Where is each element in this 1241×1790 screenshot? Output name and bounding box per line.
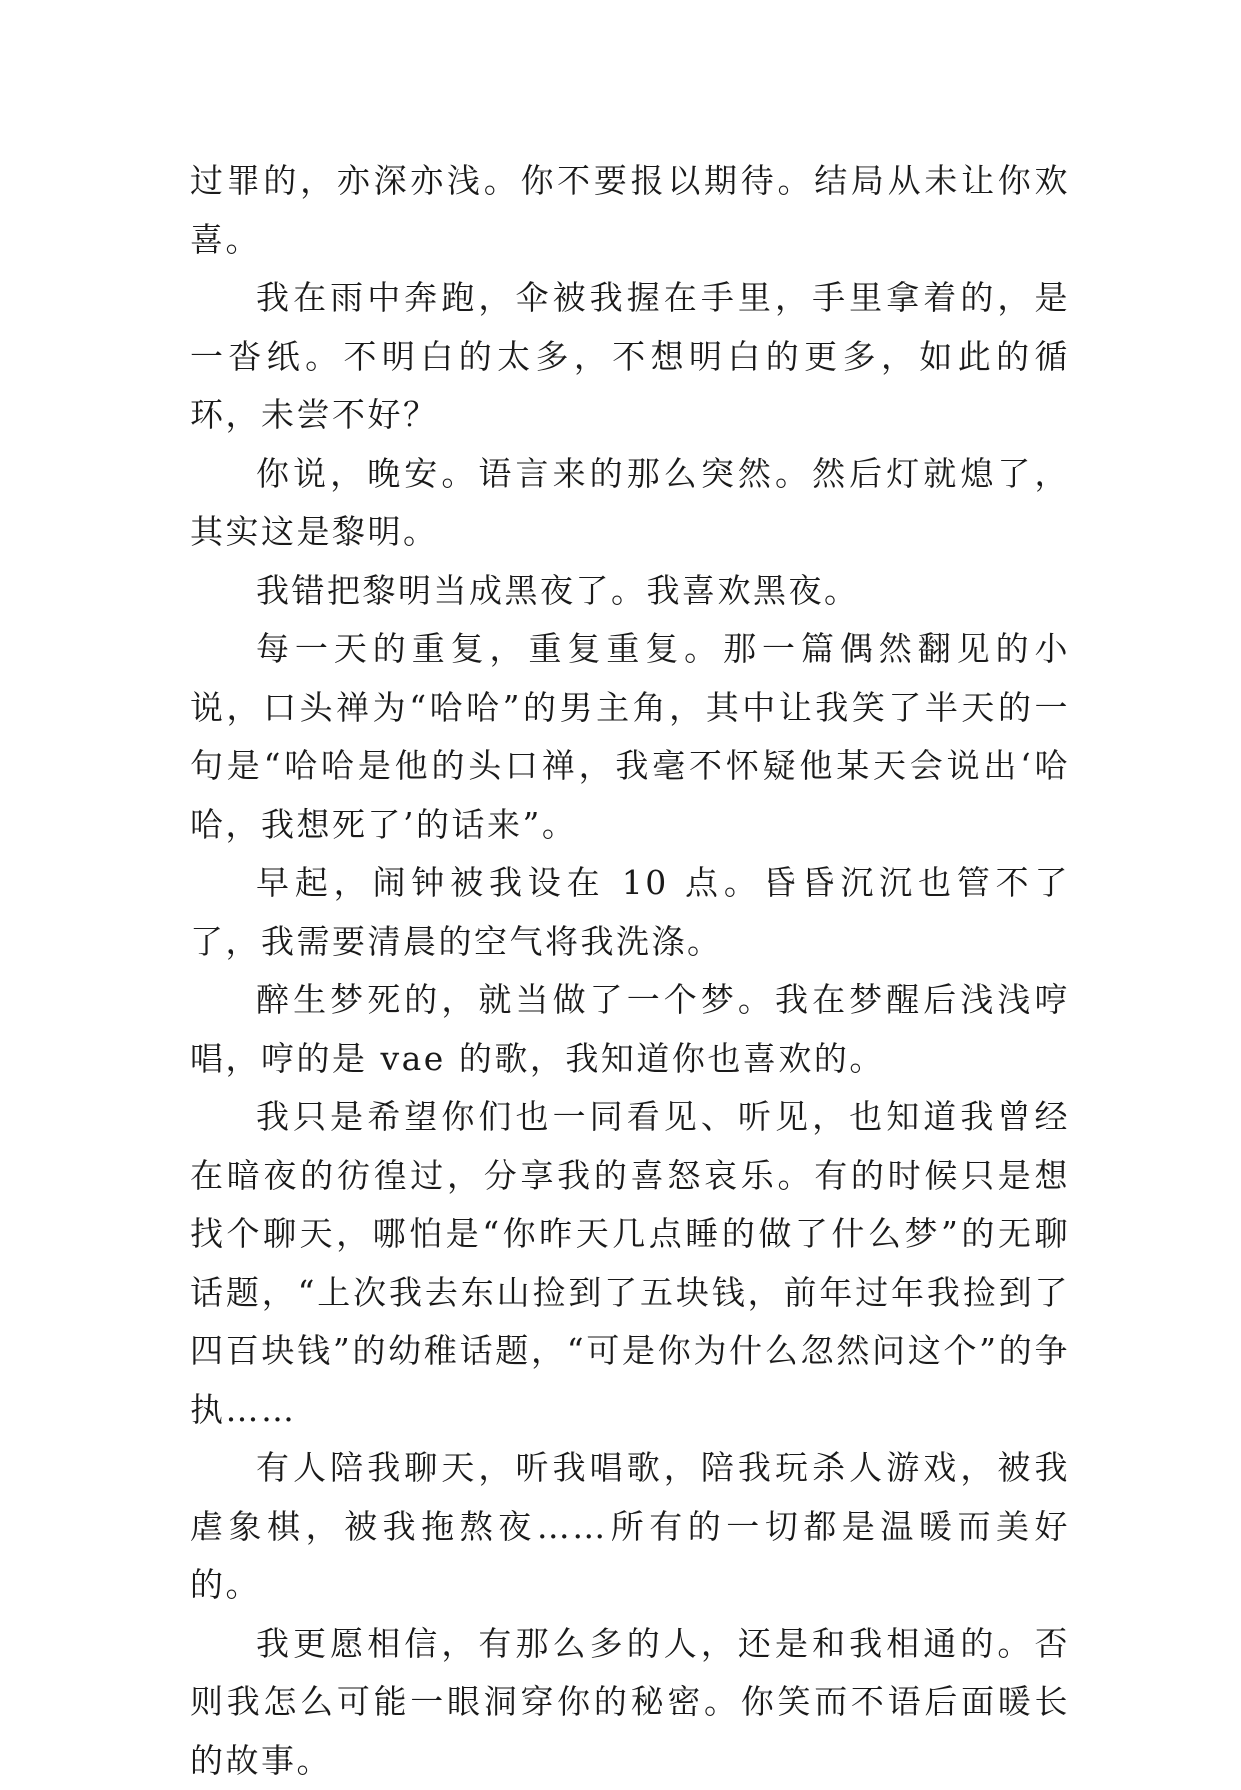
paragraph-5: 每一天的重复，重复重复。那一篇偶然翻见的小说，口头禅为“哈哈”的男主角，其中让我笑了半天的一句是“哈哈是他的头口禅，我毫不怀疑他某天会说出‘哈哈，我想死了’的话来”。 bbox=[190, 620, 1070, 854]
paragraph-2: 我在雨中奔跑，伞被我握在手里，手里拿着的，是一沓纸。不明白的太多，不想明白的更多，如此的循环，未尝不好？ bbox=[190, 269, 1070, 445]
paragraph-10: 我更愿相信，有那么多的人，还是和我相通的。否则我怎么可能一眼洞穿你的秘密。你笑而不语后面暖长的故事。 bbox=[190, 1615, 1070, 1790]
paragraph-9: 有人陪我聊天，听我唱歌，陪我玩杀人游戏，被我虐象棋，被我拖熬夜……所有的一切都是温暖而美好的。 bbox=[190, 1439, 1070, 1615]
paragraph-8: 我只是希望你们也一同看见、听见，也知道我曾经在暗夜的彷徨过，分享我的喜怒哀乐。有的时候只是想找个聊天，哪怕是“你昨天几点睡的做了什么梦”的无聊话题，“上次我去东山捡到了五块钱，前年过年我捡到了四百块钱”的幼稚话题，“可是你为什么忽然问这个”的争执…… bbox=[190, 1088, 1070, 1439]
paragraph-6: 早起，闹钟被我设在 10 点。昏昏沉沉也管不了了，我需要清晨的空气将我洗涤。 bbox=[190, 854, 1070, 971]
document-body bbox=[190, 152, 1070, 1790]
paragraph-7: 醉生梦死的，就当做了一个梦。我在梦醒后浅浅哼唱，哼的是 vae 的歌，我知道你也喜欢的。 bbox=[190, 971, 1070, 1088]
paragraph-1: 过罪的，亦深亦浅。你不要报以期待。结局从未让你欢喜。 bbox=[190, 152, 1070, 269]
paragraph-4: 我错把黎明当成黑夜了。我喜欢黑夜。 bbox=[190, 562, 1070, 621]
paragraph-3: 你说，晚安。语言来的那么突然。然后灯就熄了，其实这是黎明。 bbox=[190, 445, 1070, 562]
